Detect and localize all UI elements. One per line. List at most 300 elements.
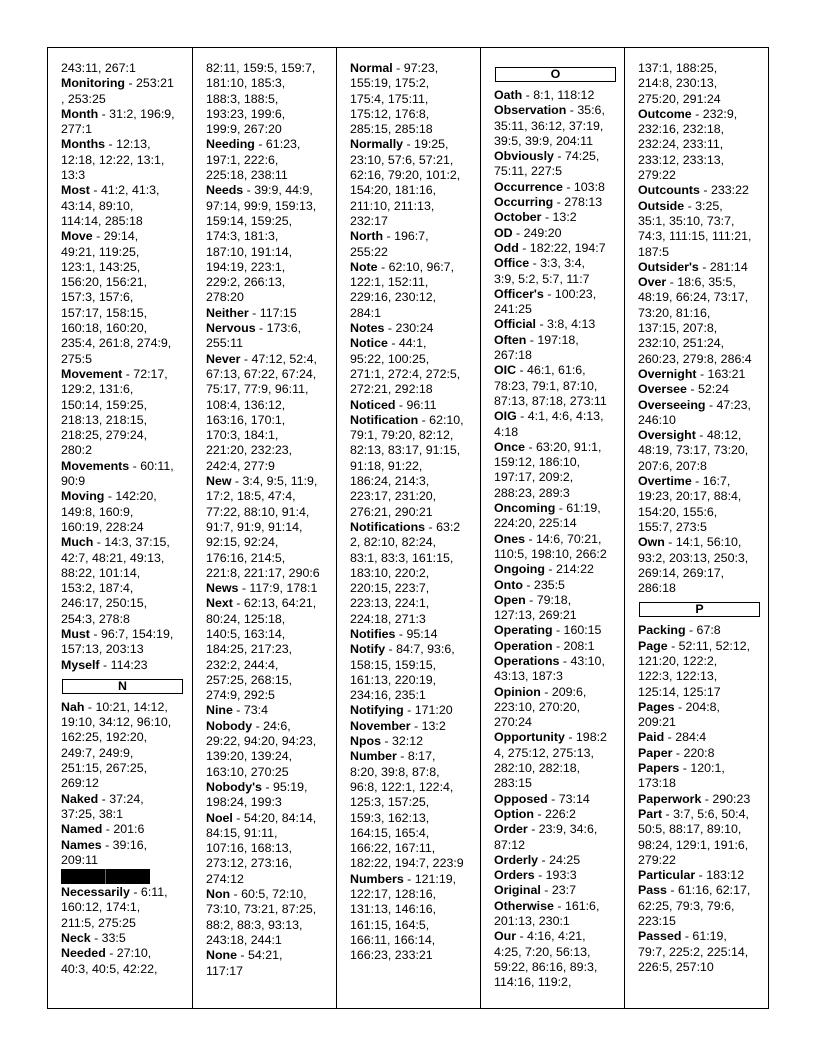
index-term: Neck xyxy=(61,931,91,946)
page-line-refs: 82:11, 159:5, 159:7, 181:10, 185:3, 188:3, 188:5, 193:23, 199:6, 199:9, 267:20 xyxy=(206,61,316,137)
index-entry: Next - 62:13, 64:21, 80:24, 125:18, 140:5, 163:14, 184:25, 217:23, 232:2, 244:4, 257:25, 268:15, 274:9, 292:5 xyxy=(206,596,317,703)
index-term: November xyxy=(350,718,411,733)
page-line-refs: 103:8 xyxy=(573,179,605,194)
page-line-refs: 121:19, 122:17, 128:16, 131:13, 146:16, 161:15, 164:5, 166:11, 166:14, 166:23, 233:21 xyxy=(350,871,457,963)
index-term: Operating xyxy=(494,623,553,638)
index-entry: Naked - 37:24, 37:25, 38:1 xyxy=(61,791,144,821)
index-term: Move xyxy=(61,229,93,244)
page-line-refs: 52:24 xyxy=(697,382,729,397)
index-term: None xyxy=(206,948,237,963)
page-line-refs: 3:7, 5:6, 50:4, 50:5, 88:17, 89:10, 98:24, 129:1, 191:6, 279:22 xyxy=(638,806,749,867)
page-line-refs: 201:6 xyxy=(113,822,145,837)
index-term: Paperwork xyxy=(638,791,702,806)
index-term: Monitoring xyxy=(61,76,125,91)
index-term: Never xyxy=(206,351,241,366)
page-line-refs: 32:12 xyxy=(392,734,424,749)
index-entry: Neither - 117:15 xyxy=(206,305,297,320)
index-entry: Notifications - 63:2 2, 82:10, 82:24, 83:1, 83:3, 161:15, 183:10, 220:2, 220:15, 223:7, 223:13, 224:1, 224:18, 271:3 xyxy=(350,519,461,626)
page-line-refs: 14:6, 70:21, 110:5, 198:10, 266:2 xyxy=(494,531,607,561)
index-term: Opposed xyxy=(494,791,548,806)
index-entry: Ongoing - 214:22 xyxy=(494,562,594,577)
page-line-refs: 95:14 xyxy=(406,626,438,641)
index-term: Over xyxy=(638,275,667,290)
index-entry: Notify - 84:7, 93:6, 158:15, 159:15, 161:13, 220:19, 234:16, 235:1 xyxy=(350,642,455,703)
index-entry: Paid - 284:4 xyxy=(638,730,707,745)
page-line-refs: 61:23, 197:1, 222:6, 225:18, 238:11 xyxy=(206,137,301,183)
page-line-refs: 31:2, 196:9, 277:1 xyxy=(61,106,175,137)
index-entry: Part - 3:7, 5:6, 50:4, 50:5, 88:17, 89:10, 98:24, 129:1, 191:6, 279:22 xyxy=(638,806,749,867)
index-entry: Occurrence - 103:8 xyxy=(494,179,605,194)
index-entry: Overnight - 163:21 xyxy=(638,366,746,381)
index-entry: Outcome - 232:9, 232:16, 232:18, 232:24, 233:11, 233:12, 233:13, 279:22 xyxy=(638,106,738,183)
index-term: Nah xyxy=(61,699,85,714)
page-line-refs: 3:4, 9:5, 11:9, 17:2, 18:5, 47:4, 77:22, 88:10, 91:4, 91:7, 91:9, 91:14, 92:15, 92:24, 176:16, 214:5, 221:8, 221:17, 290:6 xyxy=(206,474,320,580)
page-line-refs: 193:3 xyxy=(545,868,577,883)
index-term: Orderly xyxy=(494,852,539,867)
index-term: Page xyxy=(638,638,668,653)
index-entry: Page - 52:11, 52:12, 121:20, 122:2, 122:3, 122:13, 125:14, 125:17 xyxy=(638,638,751,699)
index-entry: Nervous - 173:6, 255:11 xyxy=(206,321,302,351)
index-entry: Normal - 97:23, 155:19, 175:2, 175:4, 175:11, 175:12, 176:8, 285:15, 285:18 xyxy=(350,61,439,137)
index-entry: Observation - 35:6, 35:11, 36:12, 37:19, 39:5, 39:9, 204:11 xyxy=(494,103,605,148)
index-term: Odd xyxy=(494,240,519,255)
index-term: Papers xyxy=(638,761,680,776)
index-term: Ones xyxy=(494,531,525,546)
page-line-refs: 47:12, 52:4, 67:13, 67:22, 67:24, 75:17, 77:9, 96:11, 108:4, 136:12, 163:16, 170:1, 170:3, 184:1, 221:20, 232:23, 242:4, 277:9 xyxy=(206,351,317,473)
index-entry: Officer's - 100:23, 241:25 xyxy=(494,286,597,317)
page-line-refs: 44:1, 95:22, 100:25, 271:1, 272:4, 272:5, 272:21, 292:18 xyxy=(350,336,461,397)
page-line-refs: 24:6, 29:22, 94:20, 94:23, 139:20, 139:24, 163:10, 270:25 xyxy=(206,718,317,779)
page-line-refs: 209:6, 223:10, 270:20, 270:24 xyxy=(494,684,587,730)
index-entry: Opportunity - 198:2 4, 275:12, 275:13, 282:10, 282:18, 283:15 xyxy=(494,730,607,791)
index-term: OIC xyxy=(494,363,517,378)
index-term: Must xyxy=(61,626,90,641)
index-term: Our xyxy=(494,929,517,944)
index-term: Needing xyxy=(206,137,255,152)
index-term: Orders xyxy=(494,868,535,883)
page-line-refs: 52:11, 52:12, 121:20, 122:2, 122:3, 122:13, 125:14, 125:17 xyxy=(638,638,751,699)
page-line-refs: 196:7, 255:22 xyxy=(350,229,429,259)
index-term: Obviously xyxy=(494,149,554,164)
index-entry: Paper - 220:8 xyxy=(638,745,715,760)
page-line-refs: 63:20, 91:1, 159:12, 186:10, 197:17, 209:2, 288:23, 289:3 xyxy=(494,439,602,500)
page-line-refs: 33:5 xyxy=(101,931,126,946)
page-line-refs: 278:13 xyxy=(564,195,603,210)
index-term: Officer's xyxy=(494,286,544,301)
index-entry: Names - 39:16, 209:11 xyxy=(61,837,148,867)
index-entry: Opinion - 209:6, 223:10, 270:20, 270:24 xyxy=(494,684,587,730)
page-line-refs: 13:2 xyxy=(552,210,577,225)
index-term: Outcounts xyxy=(638,183,700,198)
index-column-3 xyxy=(337,48,481,1008)
index-entry: Non - 60:5, 72:10, 73:10, 73:21, 87:25, 88:2, 88:3, 93:13, 243:18, 244:1 xyxy=(206,887,317,947)
index-term: Oath xyxy=(494,88,523,102)
page-line-refs: 60:11, 90:9 xyxy=(61,458,174,489)
index-column-2 xyxy=(193,48,337,1008)
letter-section-header: N xyxy=(62,679,183,694)
index-entry: Months - 12:13, 12:18, 12:22, 13:1, 13:3 xyxy=(61,137,165,183)
page-line-refs: 232:9, 232:16, 232:18, 232:24, 233:11, 233:12, 233:13, 279:22 xyxy=(638,106,738,183)
index-term: Movements xyxy=(61,458,130,473)
page-line-refs: 62:13, 64:21, 80:24, 125:18, 140:5, 163:14, 184:25, 217:23, 232:2, 244:4, 257:25, 268:15, 274:9, 292:5 xyxy=(206,596,317,703)
index-term: Notification xyxy=(350,412,419,427)
page-line-refs: 208:1 xyxy=(563,638,595,653)
page-line-refs: 35:6, 35:11, 36:12, 37:19, 39:5, 39:9, 204:11 xyxy=(494,103,605,148)
index-entry: Outsider's - 281:14 xyxy=(638,259,748,274)
page-line-refs: 61:16, 62:17, 62:25, 79:3, 79:6, 223:15 xyxy=(638,883,751,929)
page-line-refs: 230:24 xyxy=(395,321,434,336)
page-line-refs: 3:3, 3:4, 3:9, 5:2, 5:7, 11:7 xyxy=(494,256,590,286)
index-entry: Paperwork - 290:23 xyxy=(638,791,751,806)
index-term: Observation xyxy=(494,103,567,118)
page-line-refs: 142:20, 149:8, 160:9, 160:19, 228:24 xyxy=(61,489,157,534)
index-entry: Occurring - 278:13 xyxy=(494,195,603,210)
index-term: Paper xyxy=(638,745,673,760)
index-term: Notice xyxy=(350,336,388,351)
index-entry: Option - 226:2 xyxy=(494,806,576,821)
page-line-refs: 67:8 xyxy=(696,623,721,638)
index-entry: Movement - 72:17, 129:2, 131:6, 150:14, 159:25, 218:13, 218:15, 218:25, 279:24, 280:2 xyxy=(61,366,168,458)
index-term: Opinion xyxy=(494,684,541,699)
index-entry: Pages - 204:8, 209:21 xyxy=(638,699,720,730)
index-entry: Packing - 67:8 xyxy=(638,623,721,638)
index-term: Non xyxy=(206,887,231,902)
page-line-refs: 173:6, 255:11 xyxy=(206,321,302,351)
page-line-refs: 8:1, 118:12 xyxy=(533,88,595,102)
index-term: Notify xyxy=(350,642,386,657)
page-line-refs: 4:1, 4:6, 4:13, 4:18 xyxy=(494,409,604,439)
index-entry: OD - 249:20 xyxy=(494,225,562,240)
index-term: Oversight xyxy=(638,428,696,443)
index-term: News xyxy=(206,581,239,596)
page-line-refs: 97:23, 155:19, 175:2, 175:4, 175:11, 175:12, 176:8, 285:15, 285:18 xyxy=(350,61,439,137)
index-term: Nobody xyxy=(206,718,253,733)
index-entry: Must - 96:7, 154:19, 157:13, 203:13 xyxy=(61,626,174,657)
page-line-refs: 214:22 xyxy=(555,562,594,577)
page-line-refs: 39:16, 209:11 xyxy=(61,837,148,867)
index-entry: Needs - 39:9, 44:9, 97:14, 99:9, 159:13, 159:14, 159:25, 174:3, 181:3, 187:10, 191:14, 194:19, 223:1, 229:2, 266:13, 278:20 xyxy=(206,183,317,305)
page-line-refs: 137:1, 188:25, 214:8, 230:13, 275:20, 291:24 xyxy=(638,61,721,106)
index-term: Official xyxy=(494,317,536,332)
index-term: Notifying xyxy=(350,703,404,718)
index-entry: Needed - 27:10, 40:3, 40:5, 42:22, xyxy=(61,946,158,976)
index-entry: Passed - 61:19, 79:7, 225:2, 225:14, 226:5, 257:10 xyxy=(638,929,749,974)
index-entry: Notifies - 95:14 xyxy=(350,626,438,641)
index-entry: Oncoming - 61:19, 224:20, 225:14 xyxy=(494,501,601,531)
index-term: Npos xyxy=(350,734,381,749)
index-term: Order xyxy=(494,822,528,837)
index-entry: Never - 47:12, 52:4, 67:13, 67:22, 67:24, 75:17, 77:9, 96:11, 108:4, 136:12, 163:16, 170:1, 170:3, 184:1, 221:20, 232:23, 242:4, 277:9 xyxy=(206,351,317,473)
page-line-refs: 290:23 xyxy=(712,791,751,806)
index-column-5 xyxy=(625,48,768,1008)
index-entry: Odd - 182:22, 194:7 xyxy=(494,240,606,255)
index-term: Noel xyxy=(206,810,233,825)
index-term: North xyxy=(350,229,384,244)
page-line-refs: 84:7, 93:6, 158:15, 159:15, 161:13, 220:19, 234:16, 235:1 xyxy=(350,642,455,703)
index-entry: Operation - 208:1 xyxy=(494,638,595,653)
index-term: Outside xyxy=(638,198,685,213)
index-entry: Order - 23:9, 34:6, 87:12 xyxy=(494,822,598,852)
page-line-refs: 3:25, 35:1, 35:10, 73:7, 74:3, 111:15, 111:21, 187:5 xyxy=(638,198,752,259)
index-column-4 xyxy=(481,48,625,1008)
index-entry: Nine - 73:4 xyxy=(206,703,268,718)
index-term: Option xyxy=(494,806,534,821)
index-entry: Move - 29:14, 49:21, 119:25, 123:1, 143:25, 156:20, 156:21, 157:3, 157:6, 157:17, 158:15, 160:18, 160:20, 235:4, 261:8, 274:9, 275:5 xyxy=(61,229,172,366)
index-entry xyxy=(638,61,768,107)
page-line-refs: 79:18, 127:13, 269:21 xyxy=(494,592,577,623)
index-term: Outcome xyxy=(638,106,692,121)
index-entry: Numbers - 121:19, 122:17, 128:16, 131:13, 146:16, 161:15, 164:5, 166:11, 166:14, 166:23, 233:21 xyxy=(350,871,457,963)
index-entry: Monitoring - 253:21 , 253:25 xyxy=(61,76,174,106)
index-term: Next xyxy=(206,596,233,611)
index-entry: Nobody's - 95:19, 198:24, 199:3 xyxy=(206,779,308,810)
index-term: Most xyxy=(61,183,90,198)
index-term: Paid xyxy=(638,730,665,745)
page-line-refs: 37:24, 37:25, 38:1 xyxy=(61,791,144,821)
page-line-refs: 43:10, 43:13, 187:3 xyxy=(494,653,605,684)
index-entry: Notification - 62:10, 79:1, 79:20, 82:12, 82:13, 83:17, 91:15, 91:18, 91:22, 186:24, 214:3, 223:17, 231:20, 276:21, 290:21 xyxy=(350,412,464,519)
index-term: Needed xyxy=(61,946,106,961)
index-entry: Operating - 160:15 xyxy=(494,623,602,638)
page-line-refs: 243:11, 267:1 xyxy=(61,61,136,75)
index-term: Numbers xyxy=(350,871,404,886)
index-term: Named xyxy=(61,822,103,837)
index-entry: Official - 3:8, 4:13 xyxy=(494,317,596,332)
page-line-refs: 114:23 xyxy=(110,657,148,672)
index-entry: Otherwise - 161:6, 201:13, 230:1 xyxy=(494,898,600,929)
index-term: Operations xyxy=(494,653,560,668)
index-term: Overnight xyxy=(638,366,697,381)
page-line-refs: 253:21 , 253:25 xyxy=(61,76,174,106)
index-entry: Oversight - 48:12, 48:19, 73:17, 73:20, 207:6, 207:8 xyxy=(638,428,749,473)
page-line-refs: 117:15 xyxy=(259,305,297,320)
index-term: Nine xyxy=(206,703,233,718)
page-line-refs: 161:6, 201:13, 230:1 xyxy=(494,898,600,929)
index-entry: Named - 201:6 xyxy=(61,822,145,837)
page-line-refs: 41:2, 41:3, 43:14, 89:10, 114:14, 285:18 xyxy=(61,183,160,228)
index-entry: Overseeing - 47:23, 246:10 xyxy=(638,397,751,427)
index-entry: Needing - 61:23, 197:1, 222:6, 225:18, 238:11 xyxy=(206,137,301,183)
index-term: Particular xyxy=(638,868,696,883)
index-entry: Note - 62:10, 96:7, 122:1, 152:11, 229:16, 230:12, 284:1 xyxy=(350,259,455,320)
index-entry: Noel - 54:20, 84:14, 84:15, 91:11, 107:16, 168:13, 273:12, 273:16, 274:12 xyxy=(206,810,317,886)
page-line-refs: 72:17, 129:2, 131:6, 150:14, 159:25, 218:13, 218:15, 218:25, 279:24, 280:2 xyxy=(61,366,168,458)
index-term: OD xyxy=(494,225,513,240)
index-term: OIG xyxy=(494,409,517,424)
index-entry: OIG - 4:1, 4:6, 4:13, 4:18 xyxy=(494,409,604,439)
page-line-refs: 23:7 xyxy=(551,883,576,898)
page-line-refs: 220:8 xyxy=(683,745,715,760)
index-entry xyxy=(206,61,336,137)
index-term: Naked xyxy=(61,791,99,806)
index-entry: Ones - 14:6, 70:21, 110:5, 198:10, 266:2 xyxy=(494,531,607,561)
page-line-refs: 62:10, 79:1, 79:20, 82:12, 82:13, 83:17, 91:15, 91:18, 91:22, 186:24, 214:3, 223:17, 231:20, 276:21, 290:21 xyxy=(350,412,464,519)
page-line-refs: 198:2 4, 275:12, 275:13, 282:10, 282:18, 283:15 xyxy=(494,730,607,791)
page-line-refs: 96:7, 154:19, 157:13, 203:13 xyxy=(61,626,174,657)
index-term: Packing xyxy=(638,623,686,638)
page-line-refs: 120:1, 173:18 xyxy=(638,761,725,791)
index-entry: Opposed - 73:14 xyxy=(494,791,590,806)
page-line-refs: 183:12 xyxy=(706,868,745,883)
index-entry: Once - 63:20, 91:1, 159:12, 186:10, 197:17, 209:2, 288:23, 289:3 xyxy=(494,439,602,500)
index-term: Often xyxy=(494,332,527,347)
page-line-refs: 281:14 xyxy=(709,259,748,274)
page-line-refs: 95:19, 198:24, 199:3 xyxy=(206,779,308,810)
index-entry: Most - 41:2, 41:3, 43:14, 89:10, 114:14, 285:18 xyxy=(61,183,160,228)
index-term: Onto xyxy=(494,577,523,592)
index-term: Oversee xyxy=(638,382,687,397)
index-entry: Onto - 235:5 xyxy=(494,577,565,592)
index-entry: Notes - 230:24 xyxy=(350,321,434,336)
index-term: Nobody's xyxy=(206,779,262,794)
index-entry: Month - 31:2, 196:9, 277:1 xyxy=(61,106,175,137)
page-line-refs: 235:5 xyxy=(533,577,565,592)
index-term: Normally xyxy=(350,137,404,152)
page-line-refs: 249:20 xyxy=(523,225,562,240)
index-term: Movement xyxy=(61,366,123,381)
index-term: Once xyxy=(494,439,525,454)
page-line-refs: 14:3, 37:15, 42:7, 48:21, 49:13, 88:22, 101:14, 153:2, 187:4, 246:17, 250:15, 254:3, 278:8 xyxy=(61,535,170,626)
page-line-refs: 61:19, 224:20, 225:14 xyxy=(494,501,601,531)
index-entry: Papers - 120:1, 173:18 xyxy=(638,761,725,791)
index-term: Names xyxy=(61,837,102,852)
index-entry: Myself - 114:23 xyxy=(61,657,148,672)
page-line-refs: 60:5, 72:10, 73:10, 73:21, 87:25, 88:2, 88:3, 93:13, 243:18, 244:1 xyxy=(206,887,317,947)
page-line-refs: 12:13, 12:18, 12:22, 13:1, 13:3 xyxy=(61,137,165,183)
page-line-refs: 204:8, 209:21 xyxy=(638,699,720,730)
index-term: Oncoming xyxy=(494,501,556,516)
page-line-refs: 171:20 xyxy=(414,703,453,718)
index-entry: Often - 197:18, 267:18 xyxy=(494,332,579,363)
index-entry: Particular - 183:12 xyxy=(638,868,745,883)
page-line-refs: 16:7, 19:23, 20:17, 88:4, 154:20, 155:6, 155:7, 273:5 xyxy=(638,474,742,534)
page-line-refs: 46:1, 61:6, 78:23, 79:1, 87:10, 87:13, 87:18, 273:11 xyxy=(494,363,607,408)
index-term: October xyxy=(494,210,542,225)
page-line-refs: 29:14, 49:21, 119:25, 123:1, 143:25, 156:20, 156:21, 157:3, 157:6, 157:17, 158:15, 160:18, 160:20, 235:4, 261:8, 274:9, 275:5 xyxy=(61,229,172,366)
index-term: Notes xyxy=(350,321,385,336)
index-term: Pages xyxy=(638,699,675,714)
index-term: Passed xyxy=(638,929,682,944)
index-term: Overtime xyxy=(638,474,692,489)
index-term: Months xyxy=(61,137,106,152)
index-entry: Obviously - 74:25, 75:11, 227:5 xyxy=(494,149,600,179)
index-entry: OIC - 46:1, 61:6, 78:23, 79:1, 87:10, 87:13, 87:18, 273:11 xyxy=(494,363,607,408)
letter-section-header: P xyxy=(639,602,760,617)
index-term: Needs xyxy=(206,183,244,198)
index-term: Notifies xyxy=(350,626,396,641)
index-term: Occurring xyxy=(494,195,554,210)
index-entry: Oversee - 52:24 xyxy=(638,382,729,397)
index-entry: Much - 14:3, 37:15, 42:7, 48:21, 49:13, 88:22, 101:14, 153:2, 187:4, 246:17, 250:15, 254:3, 278:8 xyxy=(61,535,170,626)
index-entry: Npos - 32:12 xyxy=(350,734,424,749)
index-term: Myself xyxy=(61,657,100,672)
page-line-refs: 96:11 xyxy=(406,397,437,412)
page-line-refs: 13:2 xyxy=(421,718,446,733)
index-entry: Office - 3:3, 3:4, 3:9, 5:2, 5:7, 11:7 xyxy=(494,256,590,286)
page-line-refs: 54:20, 84:14, 84:15, 91:11, 107:16, 168:13, 273:12, 273:16, 274:12 xyxy=(206,810,317,886)
index-term: Nervous xyxy=(206,321,256,336)
index-entry: Own - 14:1, 56:10, 93:2, 203:13, 250:3, 269:14, 269:17, 286:18 xyxy=(638,535,749,596)
page-line-refs: 117:9, 178:1 xyxy=(249,581,318,596)
page-line-refs: 23:9, 34:6, 87:12 xyxy=(494,822,598,852)
index-term: Notifications xyxy=(350,519,426,534)
page-line-refs: 226:2 xyxy=(544,806,576,821)
page-line-refs: 54:21, 117:17 xyxy=(206,948,283,978)
index-entry: North - 196:7, 255:22 xyxy=(350,229,429,259)
page-line-refs: 27:10, 40:3, 40:5, 42:22, xyxy=(61,946,158,976)
index-entry: Notice - 44:1, 95:22, 100:25, 271:1, 272:4, 272:5, 272:21, 292:18 xyxy=(350,336,461,397)
page-line-refs: 233:22 xyxy=(710,183,749,198)
index-entry: Movements - 60:11, 90:9 xyxy=(61,458,174,489)
index-term: Operation xyxy=(494,638,553,653)
index-entry: None - 54:21, 117:17 xyxy=(206,948,283,978)
page-line-refs: 62:10, 96:7, 122:1, 152:11, 229:16, 230:12, 284:1 xyxy=(350,259,455,320)
page-line-refs: 63:2 2, 82:10, 82:24, 83:1, 83:3, 161:15, 183:10, 220:2, 220:15, 223:7, 223:13, 224:1, 224:18, 271:3 xyxy=(350,519,461,626)
index-entry: October - 13:2 xyxy=(494,210,577,225)
index-entry: November - 13:2 xyxy=(350,718,446,733)
index-term: Moving xyxy=(61,489,105,504)
index-term: Office xyxy=(494,256,530,271)
index-entry: Oath - 8:1, 118:12 xyxy=(494,88,595,102)
index-entry: News - 117:9, 178:1 xyxy=(206,581,318,596)
page-line-refs: 61:19, 79:7, 225:2, 225:14, 226:5, 257:10 xyxy=(638,929,749,974)
redacted-entry-bar xyxy=(61,869,150,884)
index-term: Occurrence xyxy=(494,179,563,194)
index-entry: Open - 79:18, 127:13, 269:21 xyxy=(494,592,577,623)
index-entry: Necessarily - 6:11, 160:12, 174:1, 211:5, 275:25 xyxy=(61,885,168,930)
index-entry: Number - 8:17, 8:20, 39:8, 87:8, 96:8, 122:1, 122:4, 125:3, 157:25, 159:3, 162:13, 164:15, 165:4, 166:22, 167:11, 182:22, 194:7, 223:9 xyxy=(350,749,464,871)
page-line-refs: 4:16, 4:21, 4:25, 7:20, 56:13, 59:22, 86:16, 89:3, 114:16, 119:2, xyxy=(494,929,598,990)
page-line-refs: 24:25 xyxy=(549,852,581,867)
index-term: Noticed xyxy=(350,397,396,412)
index-entry: Outcounts - 233:22 xyxy=(638,183,749,198)
page-line-refs: 18:6, 35:5, 48:19, 66:24, 73:17, 73:20, 81:16, 137:15, 207:8, 232:10, 251:24, 260:23, 279:8, 286:4 xyxy=(638,275,752,366)
page-line-refs: 48:12, 48:19, 73:17, 73:20, 207:6, 207:8 xyxy=(638,428,749,473)
index-term: Open xyxy=(494,592,526,607)
index-term: Part xyxy=(638,806,663,821)
index-entry: Noticed - 96:11 xyxy=(350,397,437,412)
index-entry: Our - 4:16, 4:21, 4:25, 7:20, 56:13, 59:22, 86:16, 89:3, 114:16, 119:2, xyxy=(494,929,598,990)
index-term: Outsider's xyxy=(638,259,699,274)
index-entry: Orderly - 24:25 xyxy=(494,852,581,867)
index-term: Own xyxy=(638,535,665,550)
page-line-refs: 284:4 xyxy=(675,730,707,745)
index-entry: Normally - 19:25, 23:10, 57:6, 57:21, 62:16, 79:20, 101:2, 154:20, 181:16, 211:10, 211:13, 232:17 xyxy=(350,137,461,228)
index-entry: Operations - 43:10, 43:13, 187:3 xyxy=(494,653,605,684)
page-line-refs: 8:17, 8:20, 39:8, 87:8, 96:8, 122:1, 122:4, 125:3, 157:25, 159:3, 162:13, 164:15, 165:4, 166:22, 167:11, 182:22, 194:7, 223:9 xyxy=(350,749,464,871)
index-column-1 xyxy=(48,48,193,1008)
index-entry: Outside - 3:25, 35:1, 35:10, 73:7, 74:3, 111:15, 111:21, 187:5 xyxy=(638,198,752,259)
index-term: Otherwise xyxy=(494,898,554,913)
index-term: Opportunity xyxy=(494,730,565,745)
page-line-refs: 14:1, 56:10, 93:2, 203:13, 250:3, 269:14, 269:17, 286:18 xyxy=(638,535,749,596)
index-term: Much xyxy=(61,535,94,550)
index-entry: Moving - 142:20, 149:8, 160:9, 160:19, 228:24 xyxy=(61,489,157,534)
index-term: Overseeing xyxy=(638,397,706,412)
page-line-refs: 74:25, 75:11, 227:5 xyxy=(494,149,600,179)
page-line-refs: 100:23, 241:25 xyxy=(494,286,597,317)
index-entry: Over - 18:6, 35:5, 48:19, 66:24, 73:17, 73:20, 81:16, 137:15, 207:8, 232:10, 251:24, 260:23, 279:8, 286:4 xyxy=(638,275,752,366)
page-line-refs: 47:23, 246:10 xyxy=(638,397,751,427)
index-entry: Notifying - 171:20 xyxy=(350,703,453,718)
page-line-refs: 6:11, 160:12, 174:1, 211:5, 275:25 xyxy=(61,885,168,930)
index-entry: Orders - 193:3 xyxy=(494,868,577,883)
page-line-refs: 73:14 xyxy=(558,791,590,806)
index-term: New xyxy=(206,474,232,489)
index-term: Original xyxy=(494,883,541,898)
page-line-refs: 73:4 xyxy=(243,703,268,718)
page-line-refs: 197:18, 267:18 xyxy=(494,332,579,363)
